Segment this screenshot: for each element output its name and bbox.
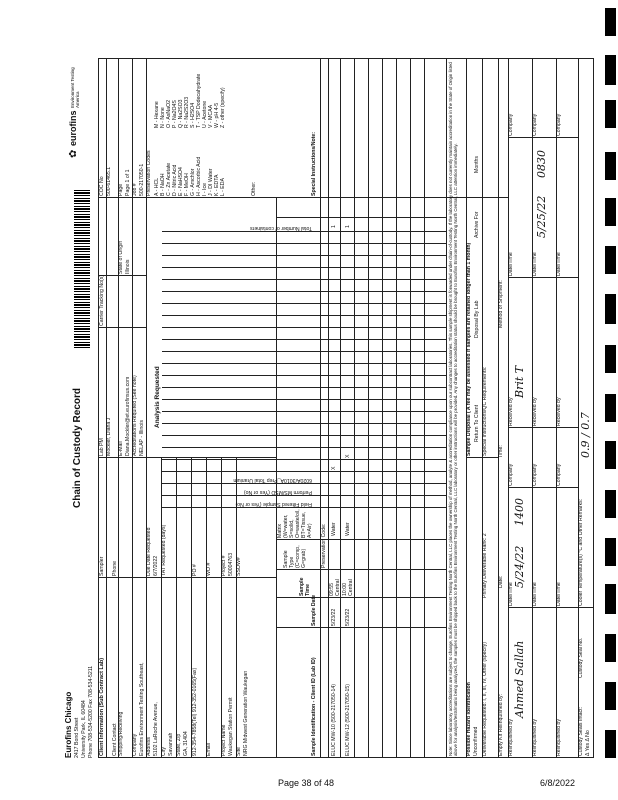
hazard-value: Unconfirmed — [473, 726, 479, 756]
rule — [498, 58, 499, 758]
lab-pm-label: Lab PM — [99, 438, 105, 456]
rule — [508, 487, 578, 488]
rule — [508, 137, 578, 138]
rule — [221, 458, 222, 758]
codes-right-list — [155, 60, 227, 128]
phone-label: Phone — [112, 560, 118, 576]
rule — [162, 387, 446, 388]
page-date: 6/8/2022 — [540, 778, 576, 788]
preservation-code: P - Na2O4S — [171, 100, 178, 128]
edge-mark — [605, 584, 616, 614]
rule — [162, 483, 446, 484]
archive-option: Archive For — [474, 211, 480, 238]
return-option: Return To Client — [474, 404, 480, 442]
kit-date-label: Date: — [498, 575, 504, 588]
rule — [162, 315, 446, 316]
preservation-code: G - Amchlor — [189, 168, 196, 196]
page-value: Page 1 of 1 — [125, 169, 131, 196]
accred-label: Accreditations Required (See note) — [132, 375, 138, 456]
preservation-code: V - MCAA — [207, 104, 214, 128]
row2-date: 5/23/22 — [345, 608, 351, 626]
datetime-1-time: 1400 — [513, 498, 526, 526]
rule — [320, 58, 321, 758]
edge-mark — [605, 394, 616, 422]
rule — [354, 58, 355, 758]
hazard-label: Possible Hazard Identification — [466, 682, 472, 756]
site: NRG Midwest Generation Waukegan — [243, 670, 249, 756]
site-label: Site — [236, 747, 242, 756]
header-sample-time: Sample Time — [299, 577, 311, 596]
rule — [328, 58, 329, 758]
rule — [162, 291, 446, 292]
carrier-label: Carrier Tracking No(s) — [99, 274, 105, 326]
city: Savannah — [168, 732, 174, 756]
received-2-company-label: Company — [532, 113, 538, 136]
edge-mark — [605, 152, 616, 180]
received-1-signature: Brit T — [513, 365, 526, 398]
lab-address-2: University Park, IL 60484 — [81, 700, 87, 758]
address-label: Address — [146, 736, 152, 756]
edge-mark — [605, 441, 616, 469]
rule — [162, 495, 446, 496]
po-label: PO # — [192, 564, 198, 576]
lab-phone: Phone 708-534-5200 Fax 708-534-5211 — [88, 665, 94, 758]
brand-logo-icon: ✿ — [68, 149, 79, 158]
rule — [162, 231, 446, 232]
job-label: Job # — [132, 183, 138, 196]
client-email-label: Email — [206, 743, 212, 756]
preservation-code: M - Hexane — [154, 101, 160, 128]
preservation-code: F - MeOH — [183, 173, 190, 196]
coc-no: 500-61465.1 — [106, 166, 112, 196]
rule — [98, 577, 276, 578]
sampler-label: Sampler — [99, 556, 105, 576]
received-2-datetime-label: Date/Time — [532, 252, 538, 276]
edge-mark — [605, 730, 616, 758]
edge-mark — [605, 246, 616, 274]
preservation-code: O - AsNaO2 — [165, 100, 172, 128]
rule — [368, 58, 369, 758]
rule — [162, 351, 446, 352]
row1-count: 1 — [331, 225, 337, 228]
preservation-code: U - Acetone — [201, 100, 208, 128]
received-1-company-label: Company — [508, 113, 514, 136]
rule — [410, 58, 411, 758]
edge-mark — [605, 100, 616, 128]
row2-matrix: Water — [345, 522, 351, 536]
preservation-code: H - Ascorbic Acid — [195, 156, 202, 196]
rule — [176, 458, 177, 758]
rule — [424, 58, 425, 758]
email-label-pm: E-Mail — [118, 441, 124, 456]
preservation-code: J - DI Water — [207, 168, 214, 196]
due-label: Due Date Requested — [146, 527, 152, 576]
rule — [446, 58, 447, 758]
rule — [106, 58, 107, 758]
accreditation-note: Note: Since laboratory accreditations are subject to change, Eurofins Environment Testing North Central, LLC places the ownership of method, analyte & accreditation compliance upon our subcontract laboratories. This sample shipment is forwarded under chain-of-custody. If the laboratory does not currently maintain accreditation in the State of Origin listed above for analysis/tests/matrix being analyzed, the samples must be shipped back to the Eurofins Environment Testing North Central, LLC laboratory or other instructions will be provided. Any changes to accreditation status should be brought to Eurofins Environment Testing North Central, LLC attention immediately. — [448, 62, 459, 756]
state-origin-label: State of Origin — [118, 240, 124, 274]
rule — [162, 303, 446, 304]
received-2-date: 5/25/22 — [535, 195, 548, 238]
header-sample-date: Sample Date — [311, 594, 317, 626]
lab-pm-email: Diana.Mockler@et.eurofinsus.com — [125, 376, 131, 456]
kit-time-label: Time: — [498, 445, 504, 458]
preservation-code: D - Nitric Acid — [171, 164, 178, 196]
state-origin: Illinois — [125, 259, 131, 274]
row2-time: 10:00 Central — [342, 579, 354, 596]
row1-time: 09:55 Central — [329, 579, 341, 596]
relinquished-3-label: Relinquished by — [556, 719, 562, 756]
row1-mark: X — [331, 466, 337, 470]
received-1-label: Received by — [508, 397, 514, 426]
city-label: City — [161, 747, 167, 756]
rule — [162, 411, 446, 412]
rule — [340, 58, 341, 758]
rule — [98, 457, 276, 458]
rule — [162, 363, 446, 364]
rule — [382, 58, 383, 758]
brand-name: eurofins — [68, 110, 78, 146]
brand-subtitle: Environment Testing America — [70, 67, 81, 108]
codes-left-list — [155, 130, 227, 196]
method-label: Method of Shipment: — [498, 280, 504, 328]
row1-date: 5/23/22 — [331, 608, 337, 626]
project-name: Waukegan Station Permit — [228, 697, 234, 756]
rule — [162, 279, 446, 280]
custody-form — [62, 58, 600, 758]
address: 5102 LaRoche Avenue, — [153, 702, 159, 756]
rule — [118, 58, 119, 758]
client-section-label: Client Information (Sub Contract Lab) — [99, 657, 105, 756]
received-2-time: 0830 — [535, 150, 548, 178]
received-3-label: Received by — [556, 397, 562, 426]
contact-label: Client Contact — [112, 723, 118, 756]
row1-id: ELUC MW-10 (500-217050-14) — [331, 684, 337, 756]
rule — [162, 447, 446, 448]
rule — [162, 399, 446, 400]
disposal-label: Sample Disposal ( A fee may be assessed if samples are retained longer than 1 month) — [466, 242, 472, 456]
received-2-label: Received by — [532, 397, 538, 426]
header-matrix: Matrix (W=water, S=solid, O=waste/oil, BT=Tissue, A=Air) — [277, 509, 313, 538]
analysis-label: Analysis Requested — [154, 366, 161, 428]
rule — [162, 243, 446, 244]
preservation-code: Q - Na2SO3 — [177, 99, 184, 128]
preservation-code: N - None — [159, 107, 166, 128]
accred: NELAP - Illinois — [139, 420, 145, 456]
received-3-datetime-label: Date/Time — [556, 252, 562, 276]
company: Eurofins Environment Testing Southeast, — [139, 662, 145, 756]
project-no: 50004763 — [228, 552, 234, 576]
barcode — [74, 188, 90, 348]
rule — [276, 597, 446, 598]
deliverable-label: Deliverable Requested: I, II, III, IV, Other (specify) — [482, 642, 488, 756]
rule — [508, 427, 578, 428]
rule — [162, 459, 446, 460]
preservation-code: Z - other (specify) — [219, 87, 226, 128]
datetime-1-date: 5/24/22 — [513, 545, 526, 588]
rule — [466, 457, 498, 458]
rule — [162, 339, 446, 340]
client-phone: 912-354-7858(Tel) 912-352-0165(Fax) — [192, 667, 198, 756]
form-title: Chain of Custody Record — [72, 387, 83, 508]
preservation-code: A - HCL — [154, 177, 160, 196]
edge-mark — [605, 198, 616, 226]
company-label: Company — [132, 733, 138, 756]
edge-mark — [605, 8, 616, 36]
lab-name: Eurofins Chicago — [64, 691, 73, 758]
rule — [162, 375, 446, 376]
preservation-code: K - EDTA — [213, 174, 220, 196]
rule — [508, 277, 578, 278]
company-1-label: Company — [508, 463, 514, 486]
rule — [162, 327, 446, 328]
special-req-label: Special Instructions/QC Requirements: — [482, 366, 488, 456]
codes-label: Preservation Codes — [146, 150, 152, 196]
header-sample-id: Sample Identification - Client ID (Lab ID) — [311, 657, 317, 756]
preservation-code: B - NaOH — [159, 173, 166, 196]
datetime-2-label: Date/Time — [532, 582, 538, 606]
preservation-code: I - Ice — [201, 183, 208, 196]
row2-id: ELUC MW-12 (500-217050-15) — [345, 684, 351, 756]
rule — [162, 255, 446, 256]
preservation-code: R - Na2S2O3 — [183, 96, 190, 128]
disposal-option: Disposal By Lab — [474, 300, 480, 338]
edge-mark — [605, 490, 616, 518]
edge-mark — [605, 538, 616, 566]
rule — [396, 58, 397, 758]
preservation-code: S - H2SO4 — [189, 102, 196, 128]
deliverable-value: Primary Deliverable Rank: 2 — [482, 533, 488, 598]
state: GA, 31404 — [183, 731, 189, 756]
edge-mark — [605, 294, 616, 324]
analysis-col-uranium: 6020A/3010A_Prep Total Uranium — [233, 477, 312, 483]
row1-matrix: Water — [331, 522, 337, 536]
received-1-datetime-label: Date/Time — [508, 252, 514, 276]
empty-kit-label: Empty Kit Relinquished by: — [498, 694, 504, 756]
preservation-code-label: Preservation Code: — [321, 523, 327, 568]
analysis-col-field-filtered: Field Filtered Sample (Yes or No) — [235, 501, 312, 507]
due-date: 6/7/2022 — [153, 555, 159, 576]
company-3-label: Company — [556, 463, 562, 486]
company-2-label: Company — [532, 463, 538, 486]
wo-label: WO # — [206, 562, 212, 576]
preservation-code: E - NaHSO4 — [177, 167, 184, 196]
datetime-1-label: Date/Time — [508, 582, 514, 606]
coc-no-label: COC No — [99, 176, 105, 196]
seal-no-label: Custody Seal No. — [578, 637, 584, 678]
contact: Shipping/Receiving — [118, 711, 124, 756]
received-3-company-label: Company — [556, 113, 562, 136]
edge-mark — [605, 634, 616, 662]
relinquished-2-label: Relinquished by — [532, 719, 538, 756]
preservation-code: T - TSP Dodecahydrate — [195, 73, 202, 128]
edge-mark — [605, 55, 616, 85]
datetime-3-label: Date/Time — [556, 582, 562, 606]
rule — [162, 267, 446, 268]
tat-label: TAT Requested (days) — [161, 524, 167, 576]
rule — [161, 458, 162, 758]
rule — [98, 327, 146, 328]
lab-address-1: 2417 Bond Street — [74, 717, 80, 758]
edge-mark — [605, 345, 616, 373]
project-no-label: Project # — [221, 555, 227, 576]
edge-mark — [605, 682, 616, 710]
preservation-code: C - Zn Acetate — [165, 162, 172, 196]
preservation-code: W - pH 4-5 — [213, 102, 220, 128]
rule — [162, 435, 446, 436]
rule — [508, 607, 594, 608]
rule — [276, 627, 446, 628]
ssow-label: SSOW# — [236, 557, 242, 576]
seals-value: Δ Yes Δ No — [585, 730, 591, 756]
row2-count: 1 — [345, 225, 351, 228]
rule — [162, 471, 446, 472]
header-sample-type: Sample Type (C=comp, G=grab) — [283, 545, 307, 568]
rule — [206, 458, 207, 758]
page-label: Page — [118, 183, 124, 196]
container-count-label: Total Number of containers — [250, 225, 312, 231]
months-label: Months — [474, 155, 480, 173]
page-number: Page 38 of 48 — [278, 778, 335, 788]
other-label: Other: — [251, 181, 257, 196]
rule — [162, 423, 446, 424]
row2-mark: X — [345, 454, 351, 458]
preservation-code: L - EDA — [219, 178, 226, 196]
relinquished-1-label: Relinquished by — [508, 719, 514, 756]
state-label: State, Zip — [176, 733, 182, 756]
cooler-label: Cooler Temperature(s) °C and Other Remarks: — [578, 498, 584, 606]
analysis-col-ms-msd: Perform MS/MSD (Yes or No) — [243, 489, 312, 495]
seals-label: Custody Seals Intact: — [578, 706, 584, 756]
job-no: 500-217050-1 — [139, 163, 145, 196]
special-instructions-label: Special Instructions/Note: — [311, 132, 317, 196]
relinquished-1-signature: Ahmed Sallah — [513, 640, 526, 718]
rule — [276, 217, 446, 218]
lab-pm-name: Mockler, Diana J — [106, 417, 112, 456]
project-name-label: Project Name — [221, 724, 227, 756]
cooler-temp: 0.9 / 0.7 — [579, 412, 592, 458]
